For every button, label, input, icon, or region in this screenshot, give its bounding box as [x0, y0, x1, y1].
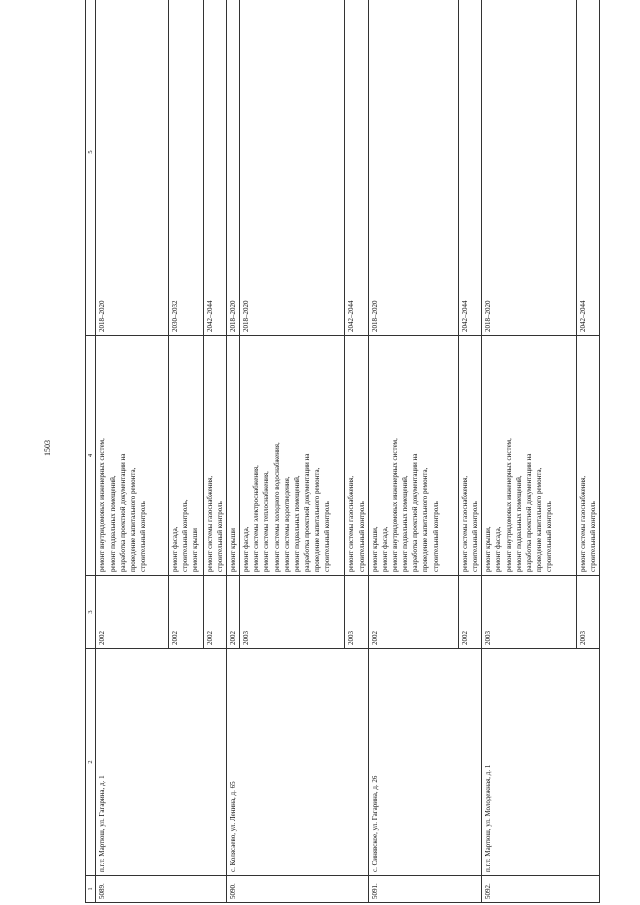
- record-number: 5092.: [482, 876, 600, 903]
- rotated-table-container: [85, 0, 600, 903]
- repair-period: 2042–2044: [203, 0, 226, 336]
- header-row: [86, 0, 96, 903]
- column-header: 1: [86, 876, 96, 903]
- works-list: ремонт фасада, ремонт системы электроснабжения, ремонт системы теплоснабжения, ремонт системы холодного водоснабжения, ремонт системы водоотведения, ремонт подвальных помещений, разработка проектной документации на проведение капитального ремонта, строительный контроль: [240, 336, 345, 576]
- page-number: 1503: [43, 440, 52, 456]
- record-address: с. Синявское, ул. Гагарина, д. 26: [368, 649, 482, 876]
- repair-period: 2018–2020: [240, 0, 345, 336]
- build-year: 2003: [482, 576, 576, 649]
- repair-period: 2030–2032: [168, 0, 203, 336]
- table-row: [482, 0, 576, 903]
- build-year: 2002: [203, 576, 226, 649]
- repair-period: 2042–2044: [459, 0, 482, 336]
- repair-period: 2018–2020: [96, 0, 168, 336]
- build-year: 2003: [345, 576, 368, 649]
- table-row: [368, 0, 458, 903]
- works-list: ремонт крыши, ремонт фасада, ремонт внутридомовых инженерных систем, ремонт подвальных помещений, разработка проектной документации на проведение капитального ремонта, строительный контроль: [368, 336, 458, 576]
- works-list: ремонт крыши: [227, 336, 240, 576]
- record-address: с. Колясаево, ул. Ленина, д. 65: [227, 649, 369, 876]
- works-list: ремонт крыши, ремонт фасада, ремонт внутридомовых инженерных систем, ремонт подвальных помещений, разработка проектной документации на проведение капитального ремонта, строительный контроль: [482, 336, 576, 576]
- column-header: 3: [86, 576, 96, 649]
- repair-period: 2018–2020: [368, 0, 458, 336]
- record-address: п.г.т. Мартюш, ул. Молодежная, д. 1: [482, 649, 600, 876]
- build-year: 2002: [168, 576, 203, 649]
- works-list: ремонт системы газоснабжения, строительный контроль: [459, 336, 482, 576]
- column-header: 2: [86, 649, 96, 876]
- works-list: ремонт системы газоснабжения, строительный контроль: [203, 336, 226, 576]
- record-address: п.г.т. Мартюш, ул. Гагарина, д. 1: [96, 649, 227, 876]
- table-row: [96, 0, 168, 903]
- build-year: 2002: [459, 576, 482, 649]
- works-list: ремонт системы газоснабжения, строительный контроль: [345, 336, 368, 576]
- table-row: [227, 0, 240, 903]
- column-header: 4: [86, 336, 96, 576]
- repair-schedule-table: [85, 0, 600, 903]
- repair-period: 2042–2044: [345, 0, 368, 336]
- build-year: 2002: [96, 576, 168, 649]
- record-number: 5091.: [368, 876, 482, 903]
- record-number: 5089.: [96, 876, 227, 903]
- build-year: 2002: [368, 576, 458, 649]
- record-number: 5090.: [227, 876, 369, 903]
- build-year: 2003: [240, 576, 345, 649]
- works-list: ремонт системы газоснабжения, строительный контроль: [576, 336, 599, 576]
- repair-period: 2018–2020: [227, 0, 240, 336]
- repair-period: 2018–2020: [482, 0, 576, 336]
- repair-period: 2042–2044: [576, 0, 599, 336]
- works-list: ремонт внутридомовых инженерных систем, ремонт подвальных помещений, разработка проектной документации на проведение капитального ремонта, строительный контроль: [96, 336, 168, 576]
- build-year: 2003: [576, 576, 599, 649]
- build-year: 2002: [227, 576, 240, 649]
- works-list: ремонт фасада, строительный контроль, ремонт крыши: [168, 336, 203, 576]
- column-header: 5: [86, 0, 96, 336]
